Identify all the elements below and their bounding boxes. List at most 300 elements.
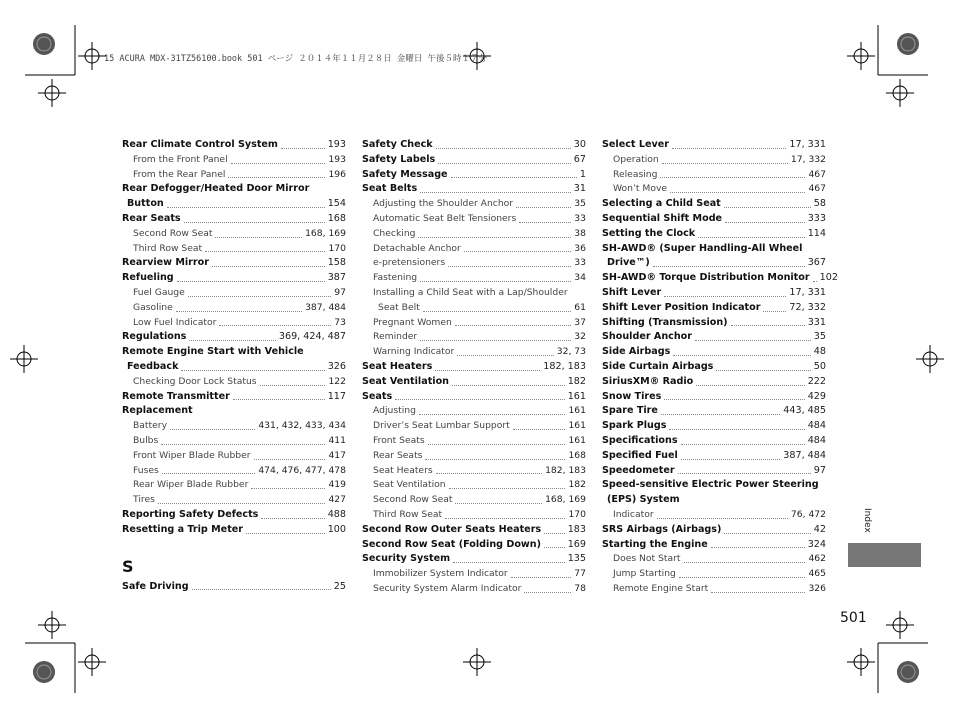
- index-entry[interactable]: [602, 227, 826, 242]
- page-reference[interactable]: 467: [808, 168, 826, 180]
- entry-term: Refueling: [122, 272, 174, 284]
- dot-leader: [246, 533, 325, 534]
- page-reference[interactable]: 168: [327, 212, 346, 224]
- dot-leader: [162, 473, 255, 474]
- dot-leader: [281, 148, 325, 149]
- entry-term: Side Airbags: [602, 346, 671, 358]
- page-reference[interactable]: 193: [327, 139, 346, 150]
- entry-term: Adjusting: [373, 405, 416, 417]
- index-entry[interactable]: [362, 316, 586, 331]
- dot-leader: [419, 414, 566, 415]
- index-entry: [122, 345, 346, 360]
- index-entry[interactable]: [122, 580, 346, 595]
- entry-term: Seats: [362, 390, 393, 402]
- dot-leader: [681, 444, 805, 445]
- entry-term: Rear Wiper Blade Rubber: [133, 479, 249, 491]
- index-entry[interactable]: [362, 552, 586, 567]
- page-reference[interactable]: 154: [327, 198, 346, 210]
- entry-term: Third Row Seat: [133, 242, 203, 254]
- entry-term: Second Row Outer Seats Heaters: [362, 523, 542, 535]
- entry-term: Second Row Seat (Folding Down): [362, 538, 541, 550]
- index-entry[interactable]: [362, 138, 586, 153]
- index-entry[interactable]: [362, 182, 586, 197]
- page-reference[interactable]: 34: [574, 272, 586, 284]
- index-entry[interactable]: [602, 286, 826, 301]
- section-tab[interactable]: [848, 543, 921, 567]
- page-reference[interactable]: 117: [327, 390, 346, 402]
- entry-term: Indicator: [613, 508, 654, 520]
- page-reference[interactable]: 38: [574, 227, 586, 239]
- page-reference[interactable]: 48: [813, 346, 826, 358]
- page-reference[interactable]: 36: [574, 242, 586, 254]
- page-reference[interactable]: 474, 476, 477, 478: [258, 464, 346, 476]
- index-entry[interactable]: [602, 168, 826, 183]
- index-entry[interactable]: [122, 212, 346, 227]
- dot-leader: [233, 399, 325, 400]
- page-reference[interactable]: 31: [573, 183, 586, 195]
- dot-leader: [657, 518, 788, 519]
- index-entry[interactable]: [362, 464, 586, 479]
- dot-leader: [449, 488, 566, 489]
- index-entry[interactable]: [122, 330, 346, 345]
- section-letter: [122, 554, 346, 580]
- index-entry[interactable]: [362, 523, 586, 538]
- index-entry: [362, 286, 586, 301]
- page-reference[interactable]: 183: [567, 523, 586, 535]
- page-reference[interactable]: 331: [807, 316, 826, 328]
- dot-leader: [673, 355, 811, 356]
- index-entry[interactable]: [122, 449, 346, 464]
- index-entry: [602, 242, 826, 257]
- entry-term: Battery: [133, 420, 168, 432]
- entry-term: Seat Belts: [362, 183, 418, 195]
- page-reference[interactable]: 73: [334, 316, 346, 328]
- index-entry[interactable]: [362, 212, 586, 227]
- entry-term: Reporting Safety Defects: [122, 508, 259, 520]
- index-entry[interactable]: [362, 375, 586, 390]
- entry-term: SH-AWD® (Super Handling-All Wheel: [602, 242, 803, 254]
- index-entry[interactable]: [602, 271, 838, 286]
- page-reference[interactable]: 33: [574, 212, 586, 224]
- dot-leader: [813, 281, 817, 282]
- page-reference[interactable]: 429: [807, 390, 826, 402]
- page-reference[interactable]: 33: [574, 257, 586, 269]
- page-reference[interactable]: 114: [807, 227, 826, 239]
- index-entry[interactable]: [122, 360, 346, 375]
- dot-leader: [711, 547, 805, 548]
- entry-term: SiriusXM® Radio: [602, 375, 694, 387]
- page-reference[interactable]: 431, 432, 433, 434: [258, 420, 346, 432]
- dot-leader: [684, 562, 806, 563]
- entry-term: Shifting (Transmission): [602, 316, 728, 328]
- page-reference[interactable]: 76, 472: [790, 508, 826, 520]
- index-entry[interactable]: [362, 330, 586, 345]
- index-entry[interactable]: [122, 242, 346, 257]
- page-reference[interactable]: 182, 183: [543, 360, 586, 372]
- entry-term: Starting the Engine: [602, 538, 708, 550]
- entry-term: Rear Defogger/Heated Door Mirror: [122, 183, 310, 195]
- entry-term: Fuses: [133, 464, 159, 476]
- dot-leader: [724, 533, 810, 534]
- index-entry[interactable]: [362, 449, 586, 464]
- dot-leader: [420, 192, 571, 193]
- page-reference[interactable]: 161: [567, 390, 586, 402]
- index-entry[interactable]: [362, 242, 586, 257]
- dot-leader: [660, 177, 805, 178]
- index-entry[interactable]: [602, 138, 826, 153]
- entry-term: Regulations: [122, 331, 187, 343]
- page-reference[interactable]: 367: [807, 257, 826, 269]
- dot-leader: [513, 429, 566, 430]
- index-entry: [122, 404, 346, 419]
- entry-term: Spare Tire: [602, 405, 658, 417]
- dot-leader: [544, 547, 565, 548]
- page-reference[interactable]: 387, 484: [305, 301, 346, 313]
- page-reference[interactable]: 168, 169: [545, 494, 586, 506]
- index-entry[interactable]: [362, 301, 586, 316]
- entry-term: Automatic Seat Belt Tensioners: [373, 212, 517, 224]
- page-reference[interactable]: 326: [327, 360, 346, 372]
- page-reference[interactable]: 169: [567, 538, 586, 550]
- page-reference[interactable]: 222: [807, 375, 826, 387]
- page-reference[interactable]: 170: [568, 508, 586, 520]
- page-reference[interactable]: 427: [328, 494, 346, 506]
- entry-term: Shift Lever: [602, 286, 662, 298]
- letter-heading: S: [122, 556, 134, 576]
- page-reference[interactable]: 17, 331: [789, 139, 826, 150]
- index-entry[interactable]: [602, 419, 826, 434]
- dot-leader: [664, 399, 804, 400]
- dot-leader: [544, 533, 565, 534]
- index-entry[interactable]: [122, 153, 346, 168]
- entry-term: Seat Ventilation: [373, 479, 446, 491]
- entry-term: Specified Fuel: [602, 449, 678, 461]
- entry-term: Specifications: [602, 434, 678, 446]
- spacer: [122, 538, 346, 554]
- index-entry[interactable]: [602, 582, 826, 597]
- dot-leader: [436, 148, 571, 149]
- entry-term: Fastening: [373, 272, 418, 284]
- page-reference[interactable]: 443, 485: [783, 405, 826, 417]
- entry-term: Safety Labels: [362, 153, 436, 165]
- dot-leader: [177, 281, 325, 282]
- page-reference[interactable]: 417: [328, 449, 346, 461]
- dot-leader: [725, 222, 805, 223]
- index-entry[interactable]: [362, 538, 586, 553]
- entry-term: Installing a Child Seat with a Lap/Shoulder: [373, 286, 568, 298]
- page-reference[interactable]: 170: [328, 242, 346, 254]
- index-entry[interactable]: [122, 493, 346, 508]
- page-reference[interactable]: 17, 332: [790, 153, 826, 165]
- index-entry[interactable]: [362, 256, 586, 271]
- index-entry[interactable]: [602, 153, 826, 168]
- dot-leader: [457, 355, 553, 356]
- entry-term: Front Seats: [373, 434, 425, 446]
- index-entry: [602, 478, 826, 493]
- dot-leader: [695, 340, 811, 341]
- entry-term: Side Curtain Airbags: [602, 360, 714, 372]
- index-entry[interactable]: [602, 567, 826, 582]
- page-reference[interactable]: 97: [813, 464, 826, 476]
- dot-leader: [664, 296, 786, 297]
- index-entry[interactable]: [122, 168, 346, 183]
- entry-term: Releasing: [613, 168, 658, 180]
- index-entry[interactable]: [362, 153, 586, 168]
- page-reference[interactable]: 182, 183: [545, 464, 586, 476]
- entry-term: Jump Starting: [613, 568, 676, 580]
- index-entry[interactable]: [602, 360, 826, 375]
- index-entry[interactable]: [362, 493, 586, 508]
- dot-leader: [251, 488, 325, 489]
- dot-leader: [219, 325, 331, 326]
- index-entry[interactable]: [122, 197, 346, 212]
- index-entry[interactable]: [122, 271, 346, 286]
- page-reference[interactable]: 67: [573, 153, 586, 165]
- index-entry[interactable]: [602, 256, 826, 271]
- page-reference[interactable]: 419: [328, 479, 346, 491]
- index-entry[interactable]: [122, 434, 346, 449]
- dot-leader: [731, 325, 805, 326]
- entry-term: Seat Heaters: [362, 360, 433, 372]
- page-reference[interactable]: 369, 424, 487: [278, 331, 346, 343]
- index-entry[interactable]: [122, 464, 346, 479]
- page-reference[interactable]: 182: [568, 479, 586, 491]
- dot-leader: [452, 385, 565, 386]
- index-entry[interactable]: [122, 390, 346, 405]
- page-reference[interactable]: 35: [574, 198, 586, 210]
- page-reference[interactable]: 484: [807, 420, 826, 432]
- entry-term: Front Wiper Blade Rubber: [133, 449, 251, 461]
- page-reference[interactable]: 35: [813, 331, 826, 343]
- index-entry[interactable]: [362, 478, 586, 493]
- entry-term: Second Row Seat: [373, 494, 453, 506]
- entry-term: Adjusting the Shoulder Anchor: [373, 198, 514, 210]
- index-entry[interactable]: [602, 316, 826, 331]
- index-entry[interactable]: [602, 375, 826, 390]
- entry-term: From the Rear Panel: [133, 168, 226, 180]
- index-entry[interactable]: [122, 375, 346, 390]
- index-entry[interactable]: [362, 582, 586, 597]
- page-reference[interactable]: 42: [813, 523, 826, 535]
- page-reference[interactable]: 484: [807, 434, 826, 446]
- dot-leader: [205, 251, 325, 252]
- section-label: Index: [862, 508, 872, 533]
- index-entry[interactable]: [122, 138, 346, 153]
- index-entry[interactable]: [602, 523, 826, 538]
- page-reference[interactable]: 161: [568, 420, 586, 432]
- index-entry[interactable]: [362, 360, 586, 375]
- page-reference[interactable]: 32: [574, 331, 586, 343]
- index-entry[interactable]: [362, 227, 586, 242]
- page-number: 501: [840, 610, 867, 626]
- page-reference[interactable]: 326: [808, 582, 826, 594]
- entry-term: Sequential Shift Mode: [602, 212, 723, 224]
- entry-term: Spark Plugs: [602, 420, 667, 432]
- dot-leader: [420, 340, 571, 341]
- page-reference[interactable]: 25: [333, 580, 346, 592]
- index-entry[interactable]: [362, 508, 586, 523]
- dot-leader: [436, 473, 542, 474]
- page-reference[interactable]: 168, 169: [305, 227, 346, 239]
- page-reference[interactable]: 30: [573, 139, 586, 150]
- index-entry[interactable]: [362, 345, 586, 360]
- entry-term: Seat Heaters: [373, 464, 433, 476]
- entry-term: Reminder: [373, 331, 418, 343]
- page-reference[interactable]: 462: [808, 553, 826, 565]
- index-entry[interactable]: [602, 404, 826, 419]
- page-reference[interactable]: 467: [808, 183, 826, 195]
- page-reference[interactable]: 158: [327, 257, 346, 269]
- index-entry[interactable]: [602, 508, 826, 523]
- index-column-3: [602, 138, 838, 597]
- page-reference[interactable]: 102: [819, 272, 838, 284]
- entry-term: Snow Tires: [602, 390, 662, 402]
- page-reference[interactable]: 32, 73: [556, 346, 586, 358]
- entry-term: Rear Seats: [122, 212, 181, 224]
- dot-leader: [261, 518, 324, 519]
- entry-term: Driver’s Seat Lumbar Support: [373, 420, 510, 432]
- page-reference[interactable]: 78: [574, 582, 586, 594]
- index-entry[interactable]: [602, 301, 826, 316]
- entry-term: Seat Belt: [378, 301, 420, 313]
- entry-term: Setting the Clock: [602, 227, 696, 239]
- page-reference[interactable]: 161: [568, 434, 586, 446]
- index-entry[interactable]: [602, 464, 826, 479]
- page-reference[interactable]: 100: [327, 523, 346, 535]
- dot-leader: [653, 266, 805, 267]
- dot-leader: [181, 370, 324, 371]
- page-reference[interactable]: 465: [808, 568, 826, 580]
- entry-term: Does Not Start: [613, 553, 681, 565]
- entry-term: Safe Driving: [122, 580, 189, 592]
- dot-leader: [672, 148, 786, 149]
- entry-term: SH-AWD® Torque Distribution Monitor: [602, 272, 810, 284]
- page-reference[interactable]: 77: [574, 568, 586, 580]
- index-entry[interactable]: [602, 330, 826, 345]
- index-entry[interactable]: [602, 538, 826, 553]
- index-entry[interactable]: [122, 419, 346, 434]
- index-entry[interactable]: [122, 316, 346, 331]
- index-entry[interactable]: [122, 523, 346, 538]
- dot-leader: [511, 577, 572, 578]
- page-reference[interactable]: 168: [568, 449, 586, 461]
- dot-leader: [418, 237, 571, 238]
- dot-leader: [170, 429, 255, 430]
- page-reference[interactable]: 387: [327, 272, 346, 284]
- page-reference[interactable]: 17, 331: [789, 286, 826, 298]
- index-entry[interactable]: [602, 434, 826, 449]
- index-entry[interactable]: [122, 301, 346, 316]
- entry-term: Button: [127, 198, 164, 210]
- dot-leader: [428, 444, 566, 445]
- index-entry: [602, 493, 826, 508]
- index-entry[interactable]: [602, 552, 826, 567]
- dot-leader: [698, 237, 805, 238]
- index-entry[interactable]: [362, 271, 586, 286]
- page-reference[interactable]: 122: [328, 375, 346, 387]
- entry-term: Remote Transmitter: [122, 390, 230, 402]
- page-reference[interactable]: 1: [579, 168, 586, 180]
- dot-leader: [435, 370, 540, 371]
- index-entry[interactable]: [362, 404, 586, 419]
- page-reference[interactable]: 196: [328, 168, 346, 180]
- index-entry[interactable]: [362, 434, 586, 449]
- dot-leader: [438, 163, 571, 164]
- index-entry[interactable]: [602, 197, 826, 212]
- index-entry[interactable]: [362, 567, 586, 582]
- index-entry[interactable]: [602, 182, 826, 197]
- dot-leader: [662, 163, 788, 164]
- page-reference[interactable]: 488: [327, 508, 346, 520]
- index-entry[interactable]: [602, 345, 826, 360]
- entry-term: Security System Alarm Indicator: [373, 582, 522, 594]
- page-reference[interactable]: 333: [807, 212, 826, 224]
- entry-term: Remote Engine Start with Vehicle: [122, 346, 304, 358]
- index-entry[interactable]: [122, 478, 346, 493]
- dot-leader: [423, 311, 572, 312]
- index-entry[interactable]: [122, 286, 346, 301]
- dot-leader: [192, 589, 331, 590]
- index-entry[interactable]: [362, 390, 586, 405]
- page-reference[interactable]: 61: [574, 301, 586, 313]
- entry-term: Low Fuel Indicator: [133, 316, 217, 328]
- index-entry[interactable]: [362, 419, 586, 434]
- dot-leader: [167, 207, 325, 208]
- entry-term: Third Row Seat: [373, 508, 443, 520]
- index-column-2: [362, 138, 586, 597]
- dot-leader: [716, 370, 810, 371]
- index-entry[interactable]: [362, 168, 586, 183]
- entry-term: Warning Indicator: [373, 346, 455, 358]
- page-reference[interactable]: 411: [328, 434, 346, 446]
- entry-term: Security System: [362, 553, 451, 565]
- dot-leader: [524, 592, 571, 593]
- page-reference[interactable]: 37: [574, 316, 586, 328]
- entry-term: Safety Check: [362, 139, 433, 150]
- page-reference[interactable]: 324: [807, 538, 826, 550]
- entry-term: Speedometer: [602, 464, 675, 476]
- page-reference[interactable]: 161: [568, 405, 586, 417]
- index-entry[interactable]: [602, 390, 826, 405]
- page-reference[interactable]: 182: [567, 375, 586, 387]
- entry-term: Selecting a Child Seat: [602, 198, 721, 210]
- index-entry[interactable]: [602, 449, 826, 464]
- index-entry[interactable]: [602, 212, 826, 227]
- dot-leader: [184, 222, 325, 223]
- dot-leader: [678, 473, 811, 474]
- dot-leader: [254, 459, 326, 460]
- page-reference[interactable]: 58: [813, 198, 826, 210]
- dot-leader: [464, 251, 571, 252]
- page-reference[interactable]: 135: [567, 553, 586, 565]
- print-header: 15 ACURA MDX-31TZ56100.book 501 ページ ２０１４年１１月２８日 金曜日 午後５時１７分: [104, 54, 487, 64]
- entry-term: Safety Message: [362, 168, 448, 180]
- index-entry[interactable]: [362, 197, 586, 212]
- page-reference[interactable]: 72, 332: [789, 301, 826, 313]
- dot-leader: [395, 399, 565, 400]
- dot-leader: [176, 311, 302, 312]
- dot-leader: [161, 444, 325, 445]
- dot-leader: [516, 207, 571, 208]
- entry-term: Shift Lever Position Indicator: [602, 301, 761, 313]
- index-entry[interactable]: [122, 508, 346, 523]
- page-reference[interactable]: 193: [328, 153, 346, 165]
- page-reference[interactable]: 50: [813, 360, 826, 372]
- index-entry[interactable]: [122, 256, 346, 271]
- page-reference[interactable]: 97: [334, 286, 346, 298]
- page-reference[interactable]: 387, 484: [783, 449, 826, 461]
- index-entry[interactable]: [122, 227, 346, 242]
